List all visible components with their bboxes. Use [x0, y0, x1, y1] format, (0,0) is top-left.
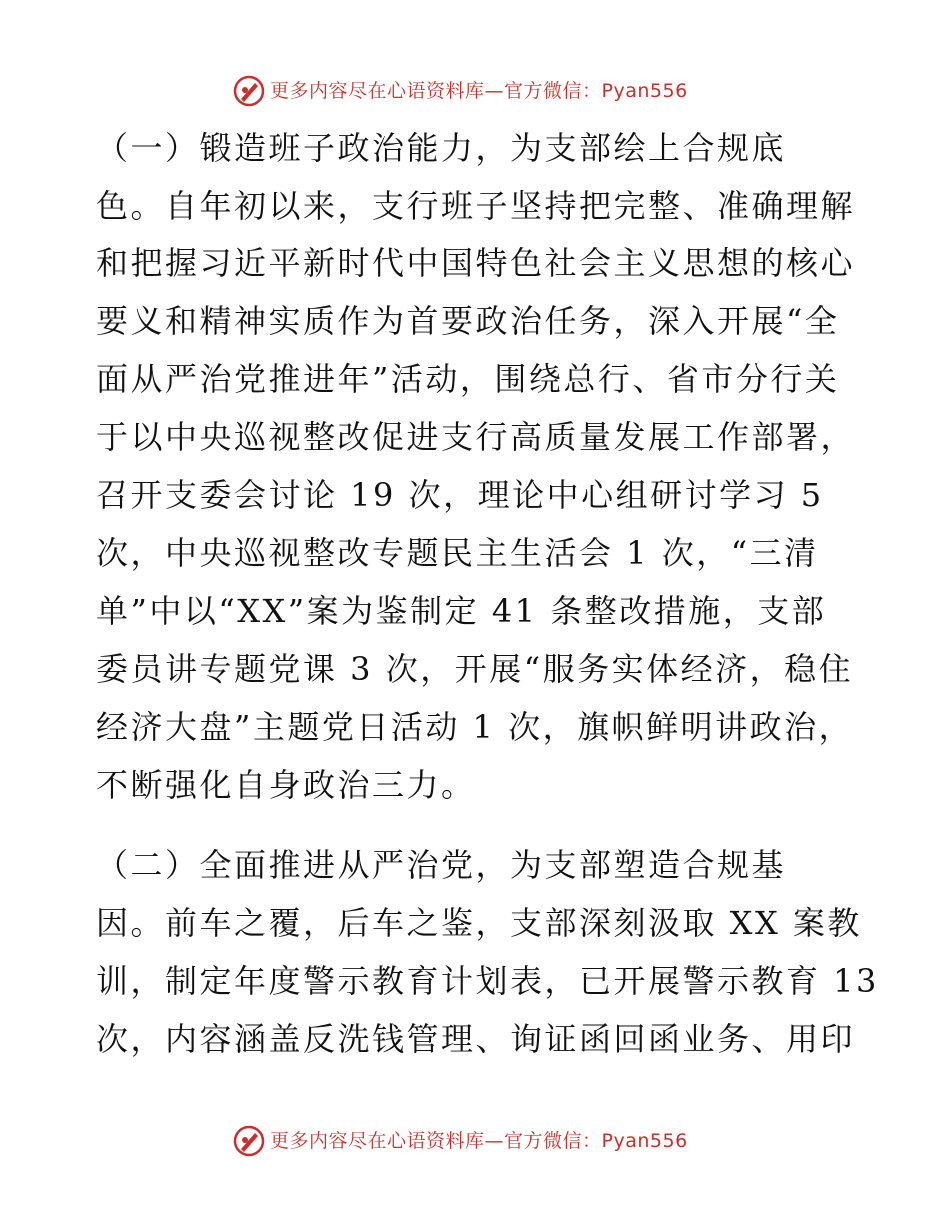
- paragraph-line: 色。自年初以来，支行班子坚持把完整、准确理解: [96, 187, 856, 225]
- paragraph-line: 要义和精神实质作为首要政治任务，深入开展“全: [96, 302, 840, 340]
- watermark-header: [0, 72, 950, 108]
- watermark-text: 更多内容尽在心语资料库—官方微信：Pyan556: [270, 80, 688, 102]
- paragraph-line: 经济大盘”主题党日活动 1 次，旗帜鲜明讲政治，: [96, 708, 854, 746]
- paragraph-line: 委员讲专题党课 3 次，开展“服务实体经济，稳住: [96, 650, 854, 688]
- paragraph-line: 不断强化自身政治三力。: [96, 766, 476, 804]
- paragraph-line: 次，内容涵盖反洗钱管理、询证函回函业务、用印: [96, 1020, 856, 1058]
- paragraph-line: 单”中以“XX”案为鉴制定 41 条整改措施，支部: [96, 592, 827, 630]
- paragraph-line: （一）锻造班子政治能力，为支部绘上合规底: [96, 129, 787, 167]
- paragraph-line: 和把握习近平新时代中国特色社会主义思想的核心: [96, 244, 856, 282]
- paragraph-line: 面从严治党推进年”活动，围绕总行、省市分行关: [96, 360, 840, 398]
- paragraph-line: 于以中央巡视整改促进支行高质量发展工作部署，: [96, 418, 856, 456]
- paragraph-line: 次，中央巡视整改专题民主生活会 1 次，“三清: [96, 534, 819, 572]
- watermark-text: 更多内容尽在心语资料库—官方微信：Pyan556: [270, 1130, 688, 1152]
- paragraph-line: （二）全面推进从严治党，为支部塑造合规基: [96, 846, 787, 884]
- paragraph-line: 训，制定年度警示教育计划表，已开展警示教育 13: [96, 962, 879, 1000]
- paragraph-line: 因。前车之覆，后车之鉴，支部深刻汲取 XX 案教: [96, 904, 862, 942]
- watermark-footer: [0, 1122, 950, 1158]
- paragraph-line: 召开支委会讨论 19 次，理论中心组研讨学习 5: [96, 476, 824, 514]
- pen-logo-icon: [232, 1124, 266, 1158]
- pen-logo-icon: [232, 74, 266, 108]
